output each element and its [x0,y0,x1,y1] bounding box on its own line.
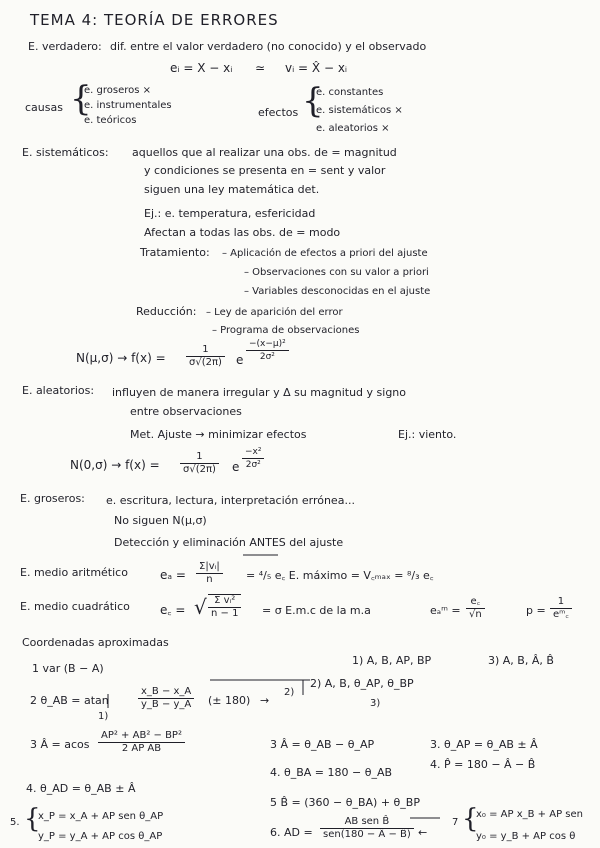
coord-mid-step: 3 Â = θ_AB − θ_AP [270,738,375,751]
tratamiento-item: – Variables desconocidas en el ajuste [244,286,431,297]
reduccion-item: – Programa de observaciones [212,325,360,336]
exponent-fraction [246,338,289,363]
efecto-item: e. constantes [316,87,384,98]
fraction-numerator: Σ vᵢ² [208,595,241,608]
step5-line: x_P = x_A + AP sen θ_AP [38,811,164,822]
causa-item: e. instrumentales [84,100,172,111]
fraction-numerator: Σ|vᵢ| [196,561,223,574]
arrow-label: 3) [370,698,381,709]
ad-fraction [320,816,414,841]
weight-fraction [550,596,572,621]
aleatorios-line: Met. Ajuste → minimizar efectos [130,428,307,441]
coord-mid-step: 5 B̂ = (360 − θ_BA) + θ_BP [270,796,420,809]
sistematicos-line: siguen una ley matemática det. [144,183,320,196]
sistematicos-line: y condiciones se presenta en = sent y valor [144,164,386,177]
verdadero-definition: dif. entre el valor verdadero (no conocido) y el observado [110,40,427,53]
tratamiento-item: – Observaciones con su valor a priori [244,267,429,278]
fraction-denominator: sen(180 − Â − B̂) [323,829,411,840]
page-title: TEMA 4: TEORÍA DE ERRORES [30,11,279,29]
coord-step: 1 var (B − A) [32,662,104,675]
groseros-line: e. escritura, lectura, interpretación errónea... [106,494,355,507]
sqrt-icon: √ [194,595,207,619]
step7-line: y₀ = y_B + AP cos θ [476,831,576,842]
case-item: 2) A, B, θ_AP, θ_BP [310,677,414,690]
efectos-brace: { [302,81,324,121]
formula-true-error: eᵢ = X − xᵢ [170,61,233,75]
fraction-denominator: 2σ² [245,460,261,470]
medio-cuadratico-fraction [208,594,241,620]
medio-aritmetico-label: E. medio aritmético [20,566,128,579]
aleatorios-example: Ej.: viento. [398,428,457,441]
medio-cuadratico-rest: = σ E.m.c de la m.a [262,604,371,617]
fraction-denominator: 2 AP AB [121,743,162,754]
fraction-numerator: 1 [186,344,225,357]
fraction-denominator: √n [469,609,482,620]
coord-step: 4. θ_AD = θ_AB ± Â [26,782,136,795]
medio-aritmetico-fraction [196,561,223,586]
fraction-numerator: AB sen B̂ [320,816,414,829]
step-number: 5. [10,817,20,828]
causa-item: e. teóricos [84,115,137,126]
tratamiento-label: Tratamiento: [140,246,210,259]
step-number: 7 [452,817,459,828]
exp-base: e [236,353,244,367]
fraction-denominator: 2σ² [259,352,275,362]
arrow-label: 1) [98,711,109,722]
reduccion-item: – Ley de aparición del error [206,307,343,318]
coord-step: 3 Â = acos [30,738,90,751]
medio-cuadratico-label: E. medio cuadrático [20,600,130,613]
atan-extra: (± 180) [208,694,251,707]
groseros-line: No siguen N(μ,σ) [114,514,207,527]
ema-lhs: eₐᵐ = [430,604,461,617]
normal-dist-fraction [186,344,225,369]
formula-residual: vᵢ = X̂ − xᵢ [285,61,348,75]
fraction-denominator: σ√(2π) [183,464,216,475]
coord-mid-step: 6. AD = [270,826,313,839]
fraction-numerator: AP² + AB² − BP² [98,730,185,743]
sistematicos-line: aquellos que al realizar una obs. de = magnitud [132,146,397,159]
fraction-denominator: y_B − y_A [141,699,192,710]
tratamiento-item: – Aplicación de efectos a priori del ajuste [222,248,428,259]
fraction-numerator: e꜀ [466,596,485,609]
step7-brace: { [462,804,479,834]
causa-item: e. groseros × [84,85,152,96]
aleatorios-line: influyen de manera irregular y Δ su magnitud y signo [112,386,407,399]
aleatorios-line: entre observaciones [130,405,242,418]
step5-brace: { [24,804,41,834]
coord-mid-step: 4. θ_BA = 180 − θ_AB [270,766,393,779]
step7-line: x₀ = AP x_B + AP sen [476,809,583,820]
coord-step: 2 θ_AB = atan [30,694,109,707]
exp-base: e [232,460,240,474]
efecto-item: e. aleatorios × [316,123,390,134]
efectos-label: efectos [258,106,299,119]
case-item: 3) A, B, Â, B̂ [488,654,554,667]
acos-fraction [98,730,185,755]
case-item: 1) A, B, AP, BP [352,654,432,667]
groseros-label: E. groseros: [20,492,85,505]
exponent-fraction [242,446,264,471]
fraction-numerator: 1 [550,596,572,609]
groseros-line: Detección y eliminación ANTES del ajuste [114,536,344,549]
causas-label: causas [25,101,63,114]
medio-cuadratico-lhs: e꜀ = [160,603,186,617]
fraction-numerator: 1 [180,451,219,464]
fraction-numerator: x_B − x_A [138,686,194,699]
weight-lhs: p = [526,604,546,617]
arrow-label: 2) [284,687,295,698]
medio-aritmetico-rest: = ⁴/₅ e꜀ E. máximo = V꜀ₘₐₓ = ⁸/₃ e꜀ [246,569,434,582]
sistematicos-line: Afectan a todas las obs. de = modo [144,226,341,239]
atan-fraction [138,686,194,711]
fraction-numerator: −x² [242,446,264,459]
fraction-denominator: σ√(2π) [189,357,222,368]
coord-right-step: 3. θ_AP = θ_AB ± Â [430,738,538,751]
normal-dist-fraction [180,451,219,476]
arrow-left-icon: ← [418,826,428,839]
efecto-item: e. sistemáticos × [316,105,403,116]
aleatorios-label: E. aleatorios: [22,384,95,397]
arrow-right-icon: → [260,694,270,707]
ema-fraction [466,596,485,621]
causas-brace: { [70,79,92,119]
medio-aritmetico-lhs: eₐ = [160,568,186,582]
sistematicos-label: E. sistemáticos: [22,146,109,159]
sistematicos-line: Ej.: e. temperatura, esfericidad [144,207,316,220]
approx-symbol: ≃ [255,61,266,75]
coordenadas-label: Coordenadas aproximadas [22,636,169,649]
coord-right-step: 4. P̂ = 180 − Â − B̂ [430,758,536,771]
fraction-denominator: eᵐ꜀ [553,609,569,620]
reduccion-label: Reducción: [136,305,197,318]
normal-dist-lhs: N(μ,σ) → f(x) = [76,351,166,365]
fraction-numerator: −(x−μ)² [246,338,289,351]
fraction-denominator: n [206,574,213,585]
verdadero-label: E. verdadero: [28,40,102,53]
step5-line: y_P = y_A + AP cos θ_AP [38,831,163,842]
normal-dist-lhs: N(0,σ) → f(x) = [70,458,160,472]
fraction-denominator: n − 1 [211,608,239,619]
